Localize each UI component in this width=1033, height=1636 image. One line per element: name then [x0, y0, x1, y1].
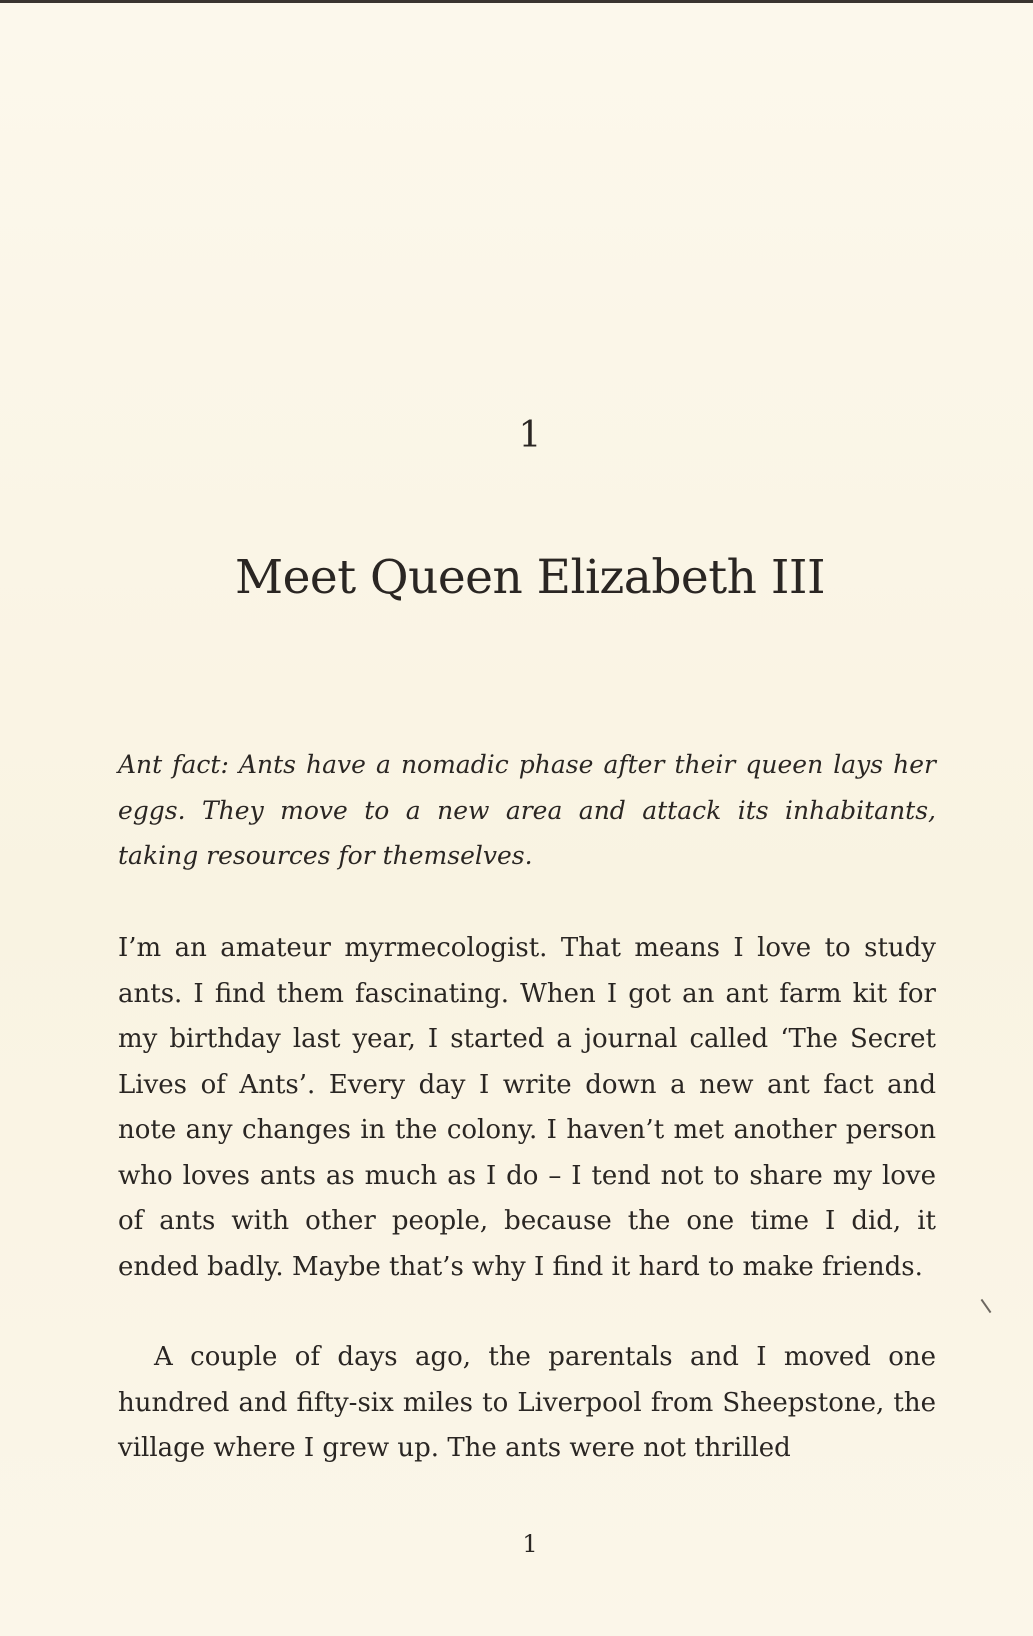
chapter-title: Meet Queen Elizabeth III	[234, 550, 826, 605]
chapter-number: 1	[518, 415, 542, 456]
ant-fact-epigraph: Ant fact: Ants have a nomadic phase after their queen lays her eggs. They move to a new area and attack its inhabitants, taking resources for themselves.	[118, 750, 936, 870]
stray-ink-mark	[981, 1299, 992, 1313]
body-paragraph-2: A couple of days ago, the parentals and I moved one hundred and fifty-six miles to Liverpool from Sheepstone, the village where I grew up. The ants were not thrilled	[118, 1342, 936, 1463]
body-paragraph-1: I’m an amateur myrmecologist. That means I love to study ants. I find them fascinating. When I got an ant farm kit for my birthday last year, I started a journal called ‘The Secret Lives of Ants’. Every day I write down a new ant fact and note any changes in the colony. I haven’t met another person who loves ants as much as I do – I tend not to share my love of ants with other people, because the one time I did, it ended badly. Maybe that’s why I find it hard to make friends.	[118, 933, 936, 1282]
page-number: 1	[522, 1530, 538, 1558]
top-edge-rule	[0, 0, 1033, 3]
